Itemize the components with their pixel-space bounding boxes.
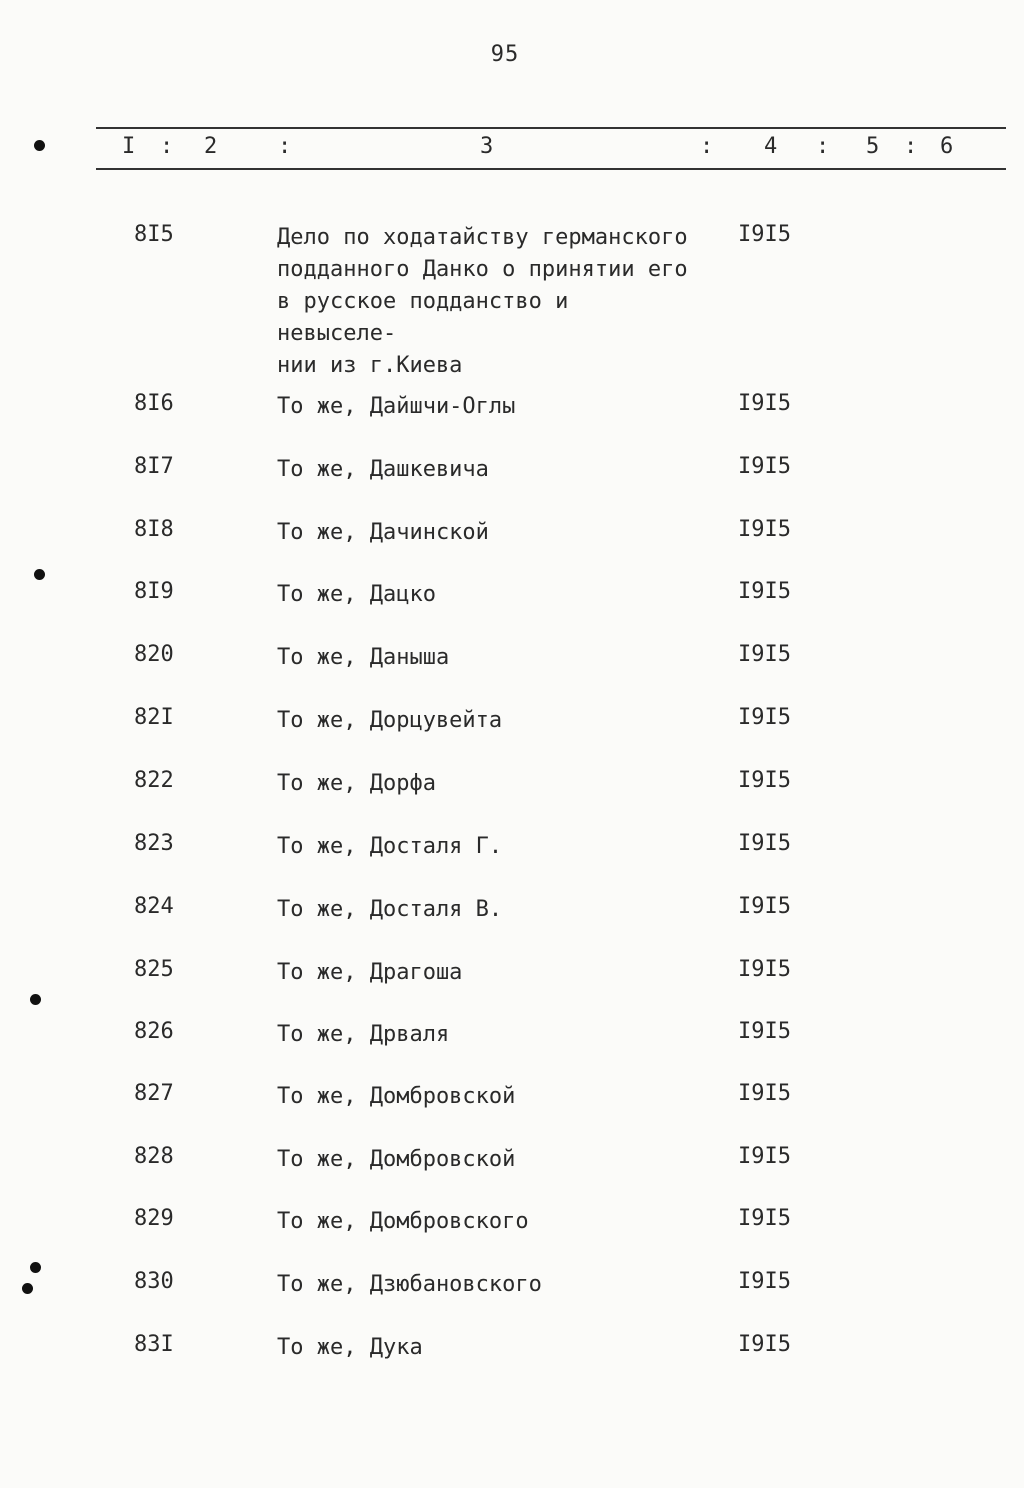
binding-hole-mark [30,1262,41,1273]
entry-number: 827 [134,1081,174,1106]
entry-number: 820 [134,642,174,667]
entry-number: 82I [134,705,174,730]
header-col-5: 5 [866,134,880,159]
header-separator: : [904,134,918,159]
entry-year: I9I5 [738,1081,791,1106]
header-separator: : [160,134,174,159]
entry-description: То же, Дашкевича [277,457,489,482]
header-top-rule [96,127,1006,129]
entry-description: То же, Даныша [277,645,450,670]
entry-description: Дело по ходатайству германского подданного Данко о принятии его в русское подданство и невыселе- нии из г.Киева [277,225,688,378]
entry-number: 8I7 [134,454,174,479]
binding-hole-mark [34,140,45,151]
entry-description: То же, Дацко [277,582,436,607]
entry-description: То же, Домбровского [277,1209,529,1234]
entry-year: I9I5 [738,517,791,542]
entry-number: 826 [134,1019,174,1044]
entry-description: То же, Драгоша [277,960,463,985]
entry-year: I9I5 [738,705,791,730]
entry-year: I9I5 [738,1332,791,1357]
entry-year: I9I5 [738,831,791,856]
entry-number: 829 [134,1206,174,1231]
page-number: 95 [490,42,520,67]
entry-description: То же, Досталя В. [277,897,503,922]
entry-year: I9I5 [738,1144,791,1169]
entry-number: 8I8 [134,517,174,542]
entry-number: 8I6 [134,391,174,416]
entry-description: То же, Дорцувейта [277,708,503,733]
entry-description: То же, Дачинской [277,520,489,545]
entry-description: То же, Дука [277,1335,423,1360]
header-col-1: I [122,134,136,159]
entry-year: I9I5 [738,1269,791,1294]
entry-description: То же, Домбровской [277,1147,516,1172]
entry-description: То же, Домбровской [277,1084,516,1109]
entry-number: 824 [134,894,174,919]
header-bottom-rule [96,168,1006,170]
entry-number: 825 [134,957,174,982]
entry-description: То же, Досталя Г. [277,834,503,859]
entry-year: I9I5 [738,894,791,919]
entry-year: I9I5 [738,768,791,793]
entry-year: I9I5 [738,642,791,667]
entry-description: То же, Дрваля [277,1022,450,1047]
entry-number: 83I [134,1332,174,1357]
entry-number: 828 [134,1144,174,1169]
entry-number: 8I5 [134,222,174,247]
entry-number: 830 [134,1269,174,1294]
entry-description: То же, Дзюбановского [277,1272,542,1297]
entry-number: 823 [134,831,174,856]
entry-year: I9I5 [738,579,791,604]
entry-year: I9I5 [738,222,791,247]
entry-year: I9I5 [738,1019,791,1044]
header-col-6: 6 [940,134,954,159]
entry-year: I9I5 [738,391,791,416]
entry-description: То же, Дорфа [277,771,436,796]
header-separator: : [700,134,714,159]
entry-year: I9I5 [738,957,791,982]
binding-hole-mark [30,994,41,1005]
entry-year: I9I5 [738,454,791,479]
header-col-4: 4 [764,134,778,159]
table-header [0,134,1024,162]
binding-hole-mark [22,1283,33,1294]
header-separator: : [816,134,830,159]
header-separator: : [278,134,292,159]
entry-year: I9I5 [738,1206,791,1231]
entry-number: 822 [134,768,174,793]
header-col-2: 2 [204,134,218,159]
entry-number: 8I9 [134,579,174,604]
binding-hole-mark [34,569,45,580]
header-col-3: 3 [480,134,494,159]
entry-description: То же, Дайшчи-Оглы [277,394,516,419]
